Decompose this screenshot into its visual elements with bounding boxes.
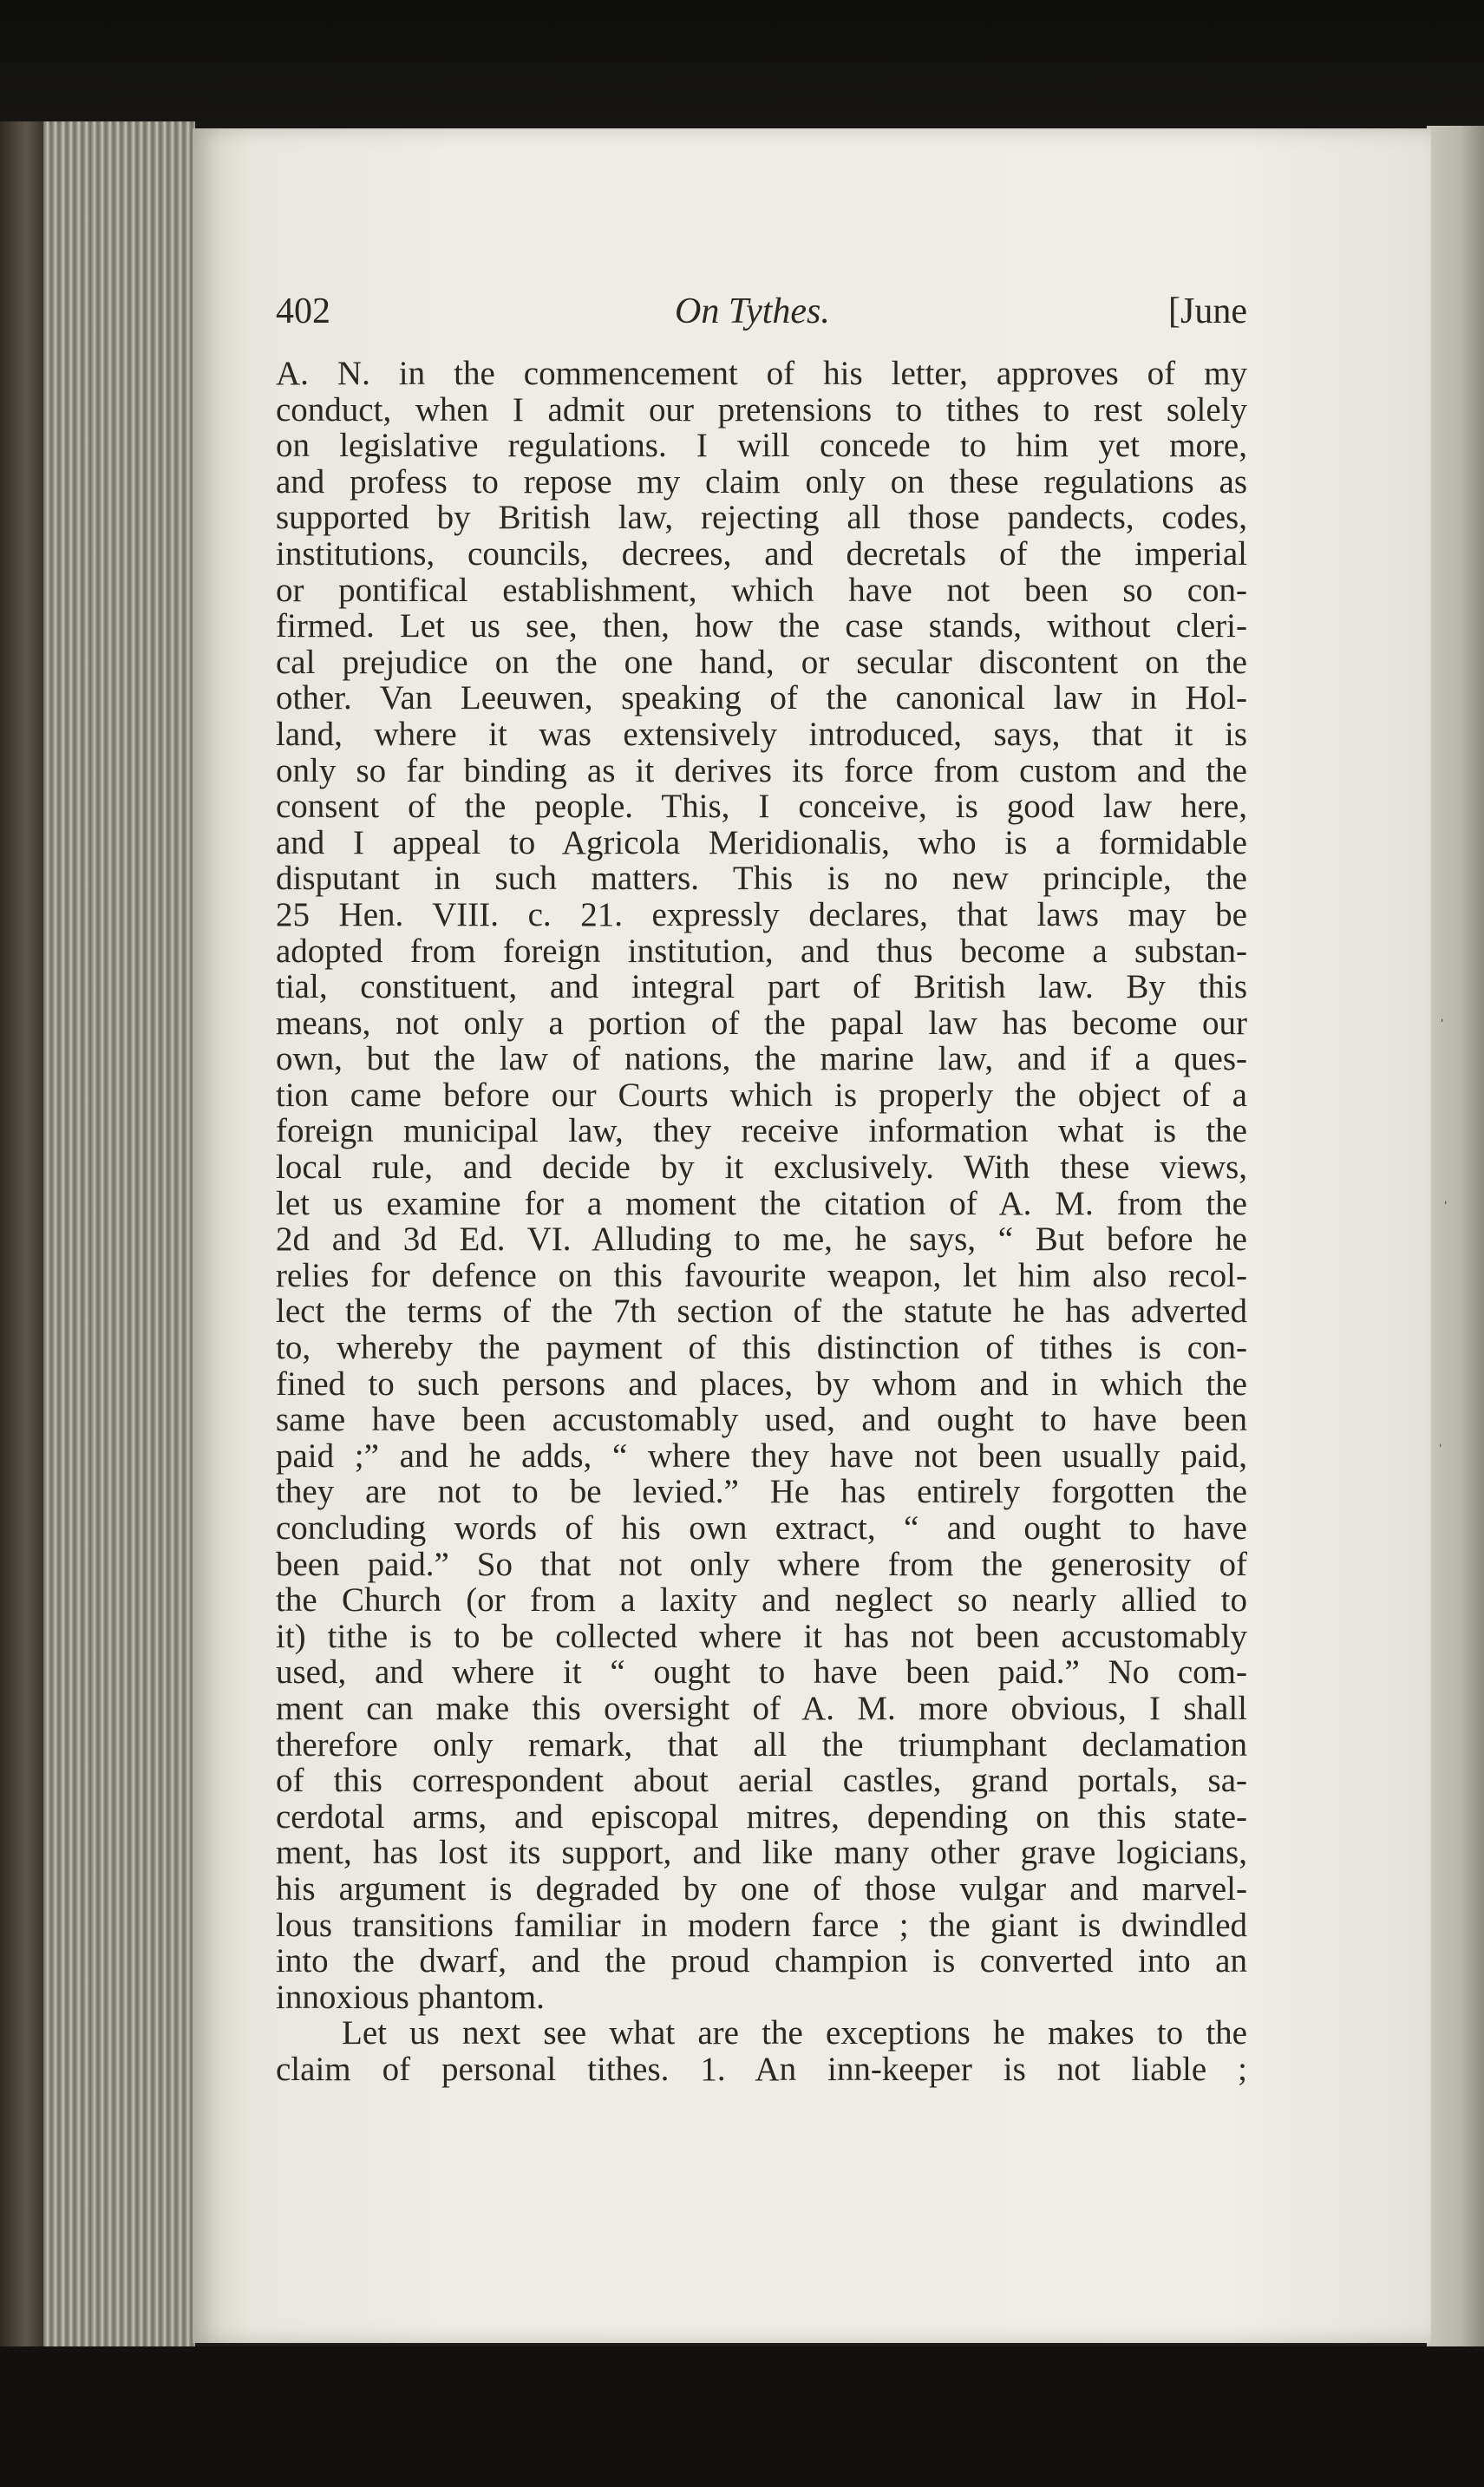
text-line: only so far binding as it derives its force from custom and the <box>276 751 1247 789</box>
text-line: and I appeal to Agricola Meridionalis, who is a formidable <box>276 823 1247 861</box>
text-line: fined to such persons and places, by whom and in which the <box>276 1365 1247 1403</box>
text-line: Let us next see what are the exceptions he makes to the <box>342 2014 1247 2052</box>
facing-page-marks <box>1435 1015 1470 1466</box>
text-line: local rule, and decide by it exclusively. With these views, <box>276 1149 1247 1187</box>
text-line: the Church (or from a laxity and neglect so nearly allied to <box>276 1581 1247 1620</box>
text-line: cal prejudice on the one hand, or secular discontent on the <box>276 643 1247 681</box>
text-line: they are not to be levied.” He has entirely forgotten the <box>276 1473 1247 1511</box>
text-line: or pontifical establishment, which have not been so con- <box>276 571 1247 609</box>
text-line: disputant in such matters. This is no new principle, the <box>276 860 1247 898</box>
text-line: same have been accustomably used, and ought to have been <box>276 1401 1247 1439</box>
text-line: and profess to repose my claim only on these regulations as <box>276 462 1247 501</box>
text-line: ment, has lost its support, and like many other grave logicians, <box>276 1834 1247 1872</box>
page-edges-left <box>43 121 195 2359</box>
text-line: of this correspondent about aerial castles, grand portals, sa- <box>276 1762 1247 1800</box>
text-line: it) tithe is to be collected where it has not been accustomably <box>276 1617 1247 1655</box>
running-title: On Tythes. <box>675 291 830 331</box>
text-line: ment can make this oversight of A. M. more obvious, I shall <box>276 1689 1247 1727</box>
text-line: into the dwarf, and the proud champion is converted into an <box>276 1942 1247 1980</box>
text-line: land, where it was extensively introduced, says, that it is <box>276 715 1247 753</box>
text-line: paid ;” and he adds, “ where they have not been usually paid, <box>276 1437 1247 1475</box>
text-line: on legislative regulations. I will concede to him yet more, <box>276 427 1247 465</box>
text-line: lous transitions familiar in modern farce ; the giant is dwindled <box>276 1906 1247 1944</box>
text-line: other. Van Leeuwen, speaking of the canonical law in Hol- <box>276 679 1247 717</box>
text-line: been paid.” So that not only where from the generosity of <box>276 1545 1247 1583</box>
book-cover-edge <box>0 121 43 2359</box>
page-header <box>276 291 1247 343</box>
text-line: let us examine for a moment the citation of A. M. from the <box>276 1184 1247 1222</box>
text-line: used, and where it “ ought to have been paid.” No com- <box>276 1653 1247 1692</box>
text-line: institutions, councils, decrees, and decretals of the imperial <box>276 534 1247 573</box>
text-line: innoxious phantom. <box>276 1978 545 2016</box>
background-bottom <box>0 2346 1484 2487</box>
tick-mark-icon: ˈ <box>1437 1440 1444 1462</box>
text-line: consent of the people. This, I conceive, is good law here, <box>276 788 1247 826</box>
tick-mark-icon: ˈ <box>1439 1015 1446 1037</box>
text-line: supported by British law, rejecting all those pandects, codes, <box>276 499 1247 537</box>
text-line: 2d and 3d Ed. VI. Alluding to me, he says, “ But before he <box>276 1221 1247 1259</box>
text-line: relies for defence on this favourite weapon, let him also recol- <box>276 1256 1247 1294</box>
text-line: concluding words of his own extract, “ and ought to have <box>276 1509 1247 1547</box>
text-line: foreign municipal law, they receive information what is the <box>276 1112 1247 1150</box>
text-line: means, not only a portion of the papal law has become our <box>276 1004 1247 1042</box>
text-line: claim of personal tithes. 1. An inn-keeper is not liable ; <box>276 2050 1247 2088</box>
text-line: A. N. in the commencement of his letter, approves of my <box>276 355 1247 392</box>
text-line: therefore only remark, that all the triumphant declamation <box>276 1725 1247 1764</box>
background-top <box>0 0 1484 130</box>
text-line: adopted from foreign institution, and thus become a substan- <box>276 932 1247 970</box>
text-line: 25 Hen. VIII. c. 21. expressly declares, that laws may be <box>276 895 1247 933</box>
running-month: [June <box>1168 291 1247 331</box>
text-line: cerdotal arms, and episcopal mitres, depending on this state- <box>276 1797 1247 1836</box>
text-line: lect the terms of the 7th section of the statute he has adverted <box>276 1293 1247 1331</box>
page-number: 402 <box>276 291 330 331</box>
text-line: firmed. Let us see, then, how the case stands, without cleri- <box>276 607 1247 645</box>
body-text <box>276 356 1247 2088</box>
text-line: own, but the law of nations, the marine law, and if a ques- <box>276 1040 1247 1078</box>
text-line: tial, constituent, and integral part of British law. By this <box>276 968 1247 1006</box>
tick-mark-icon: ˈ <box>1442 1197 1449 1219</box>
text-line: conduct, when I admit our pretensions to tithes to rest solely <box>276 390 1247 429</box>
text-line: his argument is degraded by one of those vulgar and marvel- <box>276 1869 1247 1908</box>
text-line: to, whereby the payment of this distinction of tithes is con- <box>276 1329 1247 1367</box>
text-line: tion came before our Courts which is properly the object of a <box>276 1076 1247 1114</box>
